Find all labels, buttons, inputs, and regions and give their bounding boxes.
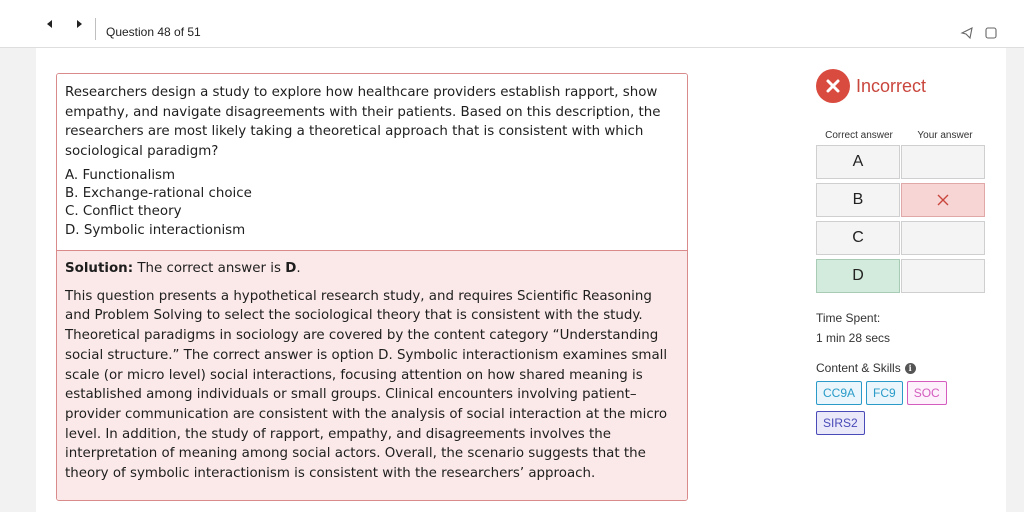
- answer-row-a: [816, 145, 991, 179]
- option-a[interactable]: A. Functionalism: [65, 168, 176, 183]
- incorrect-icon: [816, 69, 850, 103]
- correct-cell-c: C: [816, 221, 900, 255]
- correct-cell-a: A: [816, 145, 900, 179]
- correct-answer-header: Correct answer: [825, 130, 893, 141]
- solution-explanation: This question presents a hypothetical research study, and requires Scientific Reasoning and Problem Solving to select the sociological theory that is consistent with the study. Theoretical paradigms in sociology are covered by the content category “Understanding social structure.” The correct answer is option D. Symbolic interactionism examines small scale (or micro level) social interactions, focusing attention on how shared meaning is established among individuals or small groups. Clinical encounters involving patient–provider communication are consistent with the analysis of social interaction at the micro level. In addition, the study of rapport, empathy, and disagreements involves the interpretation of meaning among social actors. Overall, the scenario suggests that the theory of symbolic interactionism is consistent with the researchers’ approach.: [65, 288, 668, 482]
- nav-divider: [95, 18, 96, 40]
- time-spent-value: 1 min 28 secs: [816, 331, 891, 345]
- result-status: [816, 68, 991, 104]
- skill-tag[interactable]: SOC: [907, 381, 947, 405]
- top-bar: [0, 0, 1024, 48]
- correct-cell-d: D: [816, 259, 900, 293]
- next-question-icon[interactable]: [71, 16, 87, 32]
- result-label: Incorrect: [856, 75, 927, 96]
- feedback-flag-icon[interactable]: [960, 26, 974, 40]
- option-c[interactable]: C. Conflict theory: [65, 204, 182, 220]
- skill-tag[interactable]: SIRS2: [816, 411, 865, 435]
- answer-row-b: [816, 183, 991, 217]
- question-section: [57, 74, 687, 251]
- your-cell-a: [901, 145, 985, 179]
- result-panel: [816, 68, 991, 435]
- answer-row-d: [816, 259, 991, 293]
- option-b[interactable]: B. Exchange-rational choice: [65, 186, 252, 202]
- bookmark-icon[interactable]: [984, 26, 998, 40]
- info-icon[interactable]: i: [905, 363, 916, 374]
- skill-tag[interactable]: FC9: [866, 381, 903, 405]
- question-stem: Researchers design a study to explore how healthcare providers establish rapport, show empathy, and navigate disagreements with their patients. Based on this description, the researchers are most likely taking a theoretical approach that is consistent with which sociological paradigm?: [65, 85, 661, 159]
- solution-end: .: [296, 261, 301, 276]
- your-answer-header: Your answer: [917, 130, 973, 141]
- solution-section: [57, 251, 687, 501]
- previous-question-icon[interactable]: [42, 16, 58, 32]
- question-counter: Question 48 of 51: [106, 25, 201, 39]
- your-cell-d: [901, 259, 985, 293]
- your-cell-c: [901, 221, 985, 255]
- question-panel: [56, 73, 688, 501]
- correct-cell-b: B: [816, 183, 900, 217]
- solution-header: [65, 259, 677, 279]
- solution-intro: The correct answer is: [137, 261, 281, 276]
- solution-answer: D: [285, 261, 297, 276]
- skill-tag[interactable]: CC9A: [816, 381, 862, 405]
- content-skills-label: [816, 361, 991, 375]
- solution-label: Solution:: [65, 261, 134, 276]
- time-spent-label: Time Spent:: [816, 311, 881, 325]
- answer-row-c: [816, 221, 991, 255]
- skill-tags: [816, 381, 966, 435]
- option-d[interactable]: D. Symbolic interactionism: [65, 222, 246, 238]
- wrong-mark-icon: [936, 193, 950, 207]
- content-skills-text: Content & Skills: [816, 361, 901, 375]
- main-content: [36, 48, 1006, 512]
- answer-table-header: [816, 130, 991, 141]
- your-cell-b: [901, 183, 985, 217]
